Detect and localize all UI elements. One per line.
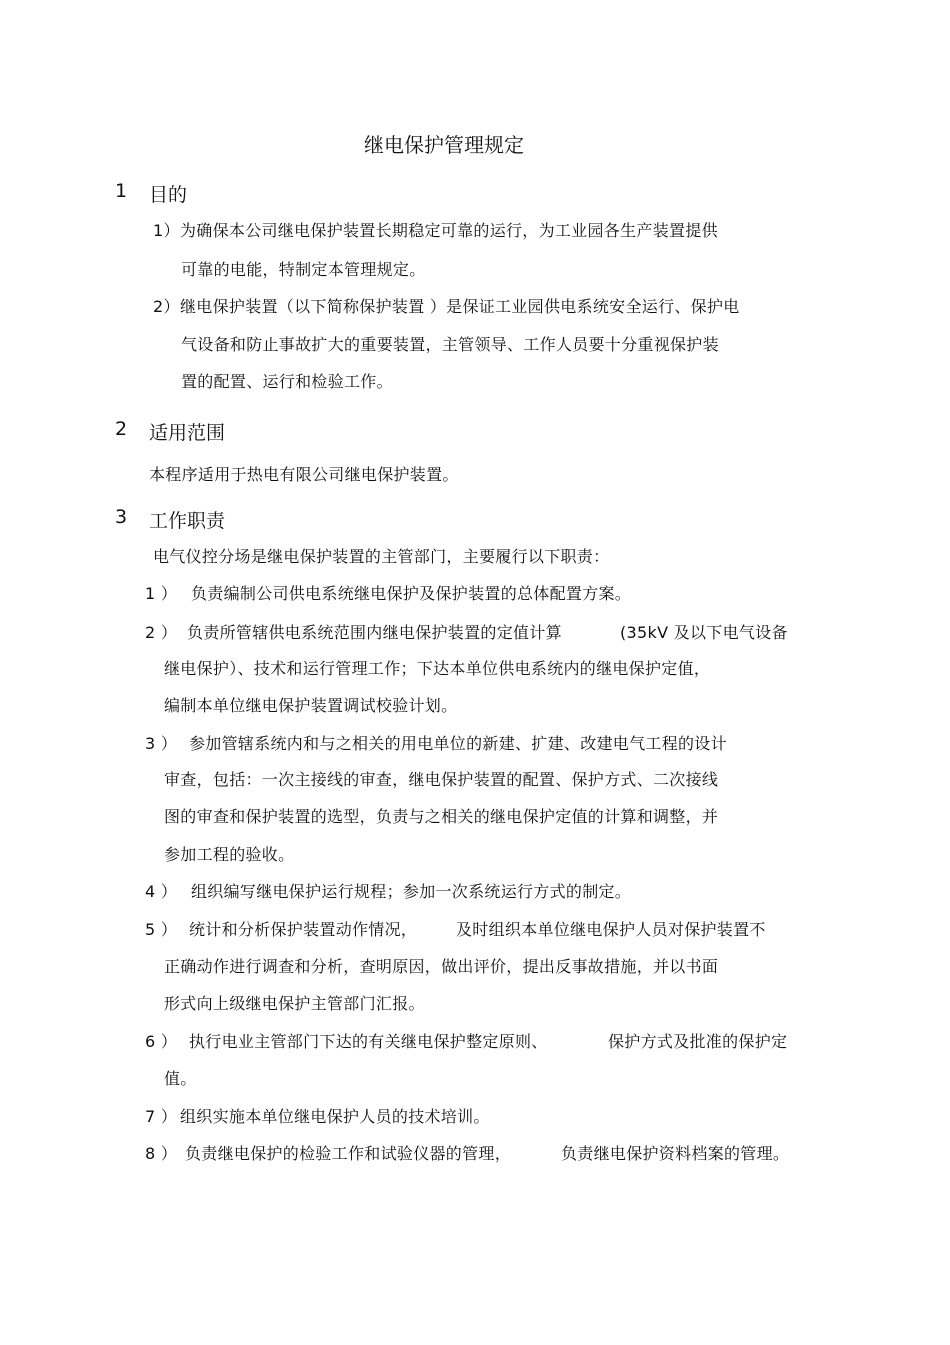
item-line: 编制本单位继电保护装置调试校验计划。 xyxy=(164,696,458,715)
item-marker: 2 ） xyxy=(145,623,178,642)
section-intro: 电气仪控分场是继电保护装置的主管部门，主要履行以下职责： xyxy=(153,547,610,566)
item-line: 为确保本公司继电保护装置长期稳定可靠的运行，为工业园各生产装置提供 xyxy=(180,221,718,240)
item-line: 正确动作进行调查和分析，查明原因，做出评价，提出反事故措施，并以书面 xyxy=(164,957,719,976)
section-heading: 工作职责 xyxy=(149,510,226,532)
item-line: 继电保护）、技术和运行管理工作；下达本单位供电系统内的继电保护定值， xyxy=(164,659,711,678)
section-number: 3 xyxy=(115,506,128,528)
item-line: 参加工程的验收。 xyxy=(164,845,295,864)
item-line: 组织编写继电保护运行规程；参加一次系统运行方式的制定。 xyxy=(191,882,632,901)
item-marker: 1 ） xyxy=(145,584,178,603)
item-marker: 6 ） xyxy=(145,1032,178,1051)
item-line: 负责编制公司供电系统继电保护及保护装置的总体配置方案。 xyxy=(191,584,632,603)
item-line: 负责继电保护的检验工作和试验仪器的管理， xyxy=(185,1144,512,1163)
item-line: 负责所管辖供电系统范围内继电保护装置的定值计算 xyxy=(187,623,562,642)
item-line: (35kV 及以下电气设备 xyxy=(620,623,788,642)
item-line: 参加管辖系统内和与之相关的用电单位的新建、扩建、改建电气工程的设计 xyxy=(189,734,727,753)
item-line: 及时组织本单位继电保护人员对保护装置不 xyxy=(456,920,766,939)
item-line: 图的审查和保护装置的选型，负责与之相关的继电保护定值的计算和调整，并 xyxy=(164,807,719,826)
item-line: 气设备和防止事故扩大的重要装置，主管领导、工作人员要十分重视保护装 xyxy=(181,335,719,354)
item-line: 形式向上级继电保护主管部门汇报。 xyxy=(164,994,425,1013)
item-line: 统计和分析保护装置动作情况， xyxy=(189,920,418,939)
section-heading: 适用范围 xyxy=(149,422,226,444)
item-line: 值。 xyxy=(164,1069,197,1088)
item-marker: 4 ） xyxy=(145,882,178,901)
item-marker: 5 ） xyxy=(145,920,178,939)
page-title: 继电保护管理规定 xyxy=(364,133,524,157)
section-intro: 本程序适用于热电有限公司继电保护装置。 xyxy=(149,465,459,484)
item-marker: 2） xyxy=(153,297,180,316)
item-line: 组织实施本单位继电保护人员的技术培训。 xyxy=(180,1107,490,1126)
item-marker: 7 ） xyxy=(145,1107,178,1126)
item-line: 可靠的电能，特制定本管理规定。 xyxy=(181,260,426,279)
item-line: 继电保护装置（以下简称保护装置 ）是保证工业园供电系统安全运行、保护电 xyxy=(180,297,740,316)
item-line: 执行电业主管部门下达的有关继电保护整定原则、 xyxy=(189,1032,548,1051)
item-line: 审查，包括：一次主接线的审查，继电保护装置的配置、保护方式、二次接线 xyxy=(164,770,719,789)
item-line: 保护方式及批准的保护定 xyxy=(608,1032,788,1051)
item-marker: 8 ） xyxy=(145,1144,178,1163)
section-number: 1 xyxy=(115,180,128,202)
item-line: 负责继电保护资料档案的管理。 xyxy=(561,1144,790,1163)
item-marker: 1） xyxy=(153,221,180,240)
item-line: 置的配置、运行和检验工作。 xyxy=(181,372,393,391)
section-number: 2 xyxy=(115,418,128,440)
item-marker: 3 ） xyxy=(145,734,178,753)
section-heading: 目的 xyxy=(149,184,188,206)
